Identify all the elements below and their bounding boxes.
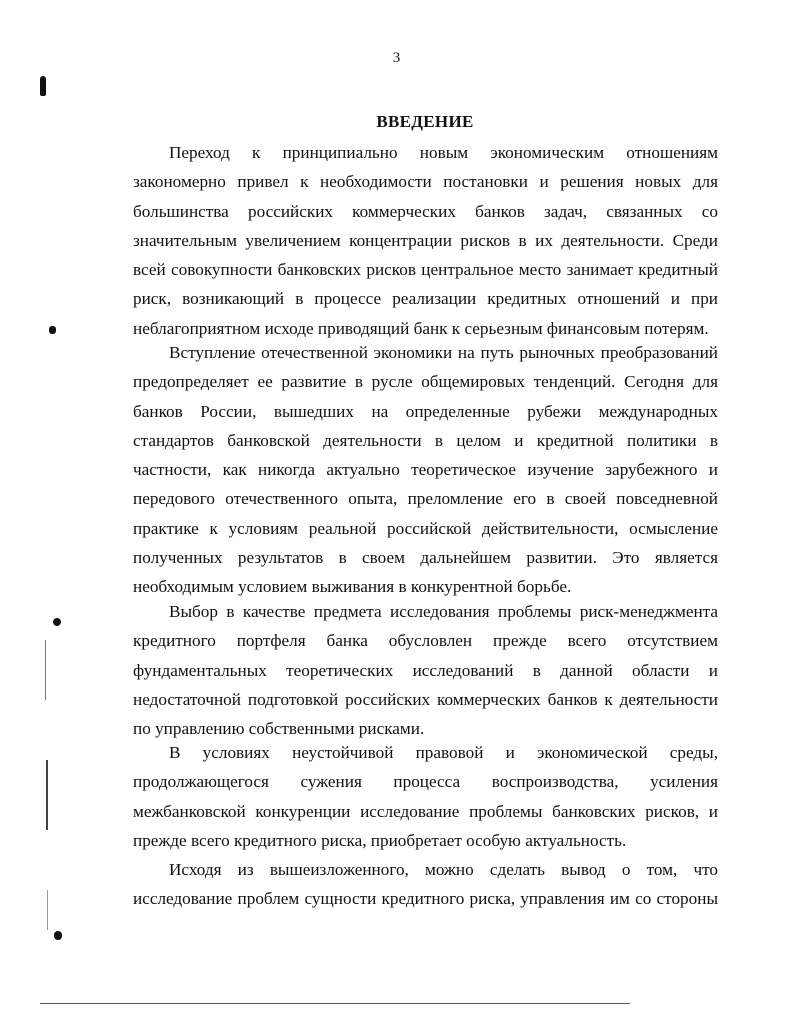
paragraph-1: Переход к принципиально новым экономическим отношениям закономерно привел к необходимости постановки и решения новых для большинства российских коммерческих банков задач, связанных со значительным увеличением концентрации рисков в их деятельности. Среди всей совокупности банковских рисков центральное место занимает кредитный риск, возникающий в процессе реализации кредитных отношений и при неблагоприятном исходе приводящий банк к серьезным финансовым потерям. xyxy=(133,143,718,338)
paragraph-2: Вступление отечественной экономики на путь рыночных преобразований предопределяет ее развитие в русле общемировых тенденций. Сегодня для банков России, вышедших на определенные рубежи международных стандартов банковской деятельности в целом и кредитной политики в частности, как никогда актуально теоретическое изучение зарубежного и передового отечественного опыта, преломление его в своей повседневной практике к условиям реальной российской действительности, осмысление полученных результатов в своем дальнейшем развитии. Это является необходимым условием выживания в конкурентной борьбе. xyxy=(133,343,718,597)
paragraph-4: В условиях неустойчивой правовой и экономической среды, продолжающегося сужения процесса воспроизводства, усиления межбанковской конкуренции исследование проблемы банковских рисков, и прежде всего кредитного риска, приобретает особую актуальность. xyxy=(133,743,718,850)
scan-line xyxy=(45,640,46,700)
scan-speck xyxy=(49,326,56,334)
scan-speck xyxy=(40,76,46,96)
scan-speck xyxy=(54,931,62,940)
paragraph-3: Выбор в качестве предмета исследования проблемы риск-менеджмента кредитного портфеля банка обусловлен прежде всего отсутствием фундаментальных теоретических исследований в данной области и недостаточной подготовкой российских коммерческих банков к деятельности по управлению собственными рисками. xyxy=(133,602,718,739)
scan-line xyxy=(46,760,48,830)
paragraph-5: Исходя из вышеизложенного, можно сделать вывод о том, что исследование проблем сущности кредитного риска, управления им со стороны xyxy=(133,860,718,909)
scan-speck xyxy=(52,617,63,628)
page-number: 3 xyxy=(392,50,401,66)
scan-line xyxy=(47,890,48,930)
section-heading: ВВЕДЕНИЕ xyxy=(376,112,474,131)
footer-rule xyxy=(40,1003,630,1004)
